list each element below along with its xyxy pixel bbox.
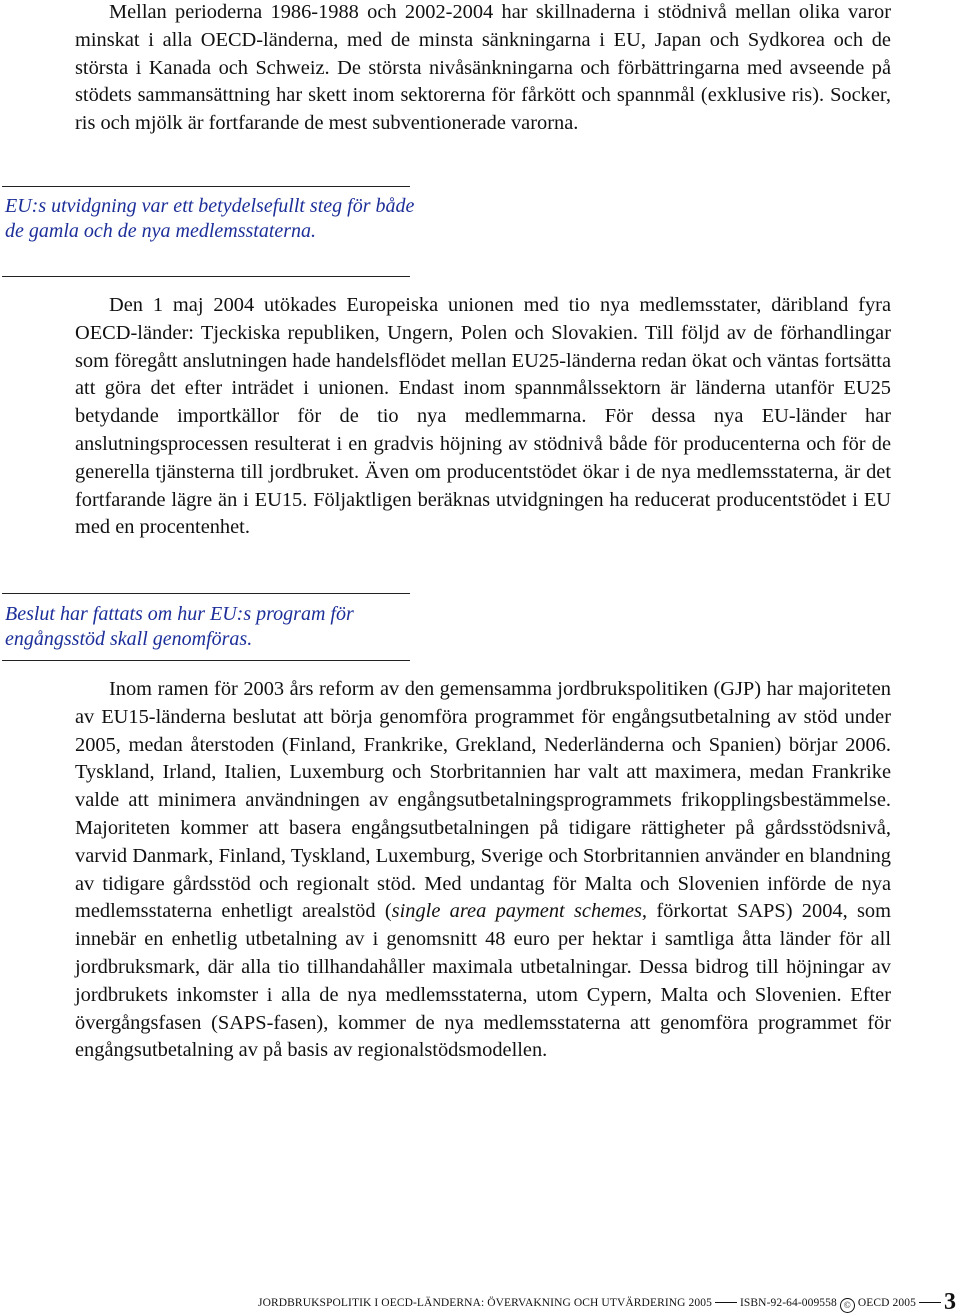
paragraph-gjp-italic: single area payment schemes,	[391, 900, 648, 923]
footer-isbn: ISBN-92-64-009558	[739, 1297, 837, 1309]
copyright-icon: ©	[840, 1298, 855, 1313]
page-number: 3	[944, 1289, 956, 1315]
paragraph-gjp-reform	[75, 676, 891, 1065]
callout-engangsstod: Beslut har fattats om hur EU:s program för engångsstöd skall genomföras.	[5, 603, 354, 650]
callout-rule-bottom	[2, 276, 410, 277]
footer-dash	[919, 1302, 941, 1303]
callout-eu-utvidgning: EU:s utvidgning var ett betydelsefullt steg för både de gamla och de nya medlemsstaterna.	[5, 195, 415, 242]
footer-title: JORDBRUKSPOLITIK I OECD-LÄNDERNA: ÖVERVAKNING OCH UTVÄRDERING 2005	[258, 1297, 712, 1309]
callout-rule-bottom	[2, 660, 410, 661]
callout-rule-top	[2, 186, 410, 187]
paragraph-stodniva	[75, 0, 891, 138]
paragraph-utvidgning	[75, 292, 891, 542]
footer-dash	[715, 1302, 737, 1303]
paragraph-gjp-text-b: förkortat SAPS) 2004, som innebär en enhetlig utbetalning av i genomsnitt 48 euro per hektar i samtliga åtta länder för all jordbruksmark, där alla tio tillhandahåller maximala utbetalningar. Dessa bidrog till höjningar av jordbrukets inkomster i alla de nya medlemsstaterna, utom Cypern, Malta och Slovenien. Efter övergångsfasen (SAPS-fasen), kommer de nya medlemsstaterna att genomföra programmet för engångsutbetalning av på basis av regionalstödsmodellen.	[75, 900, 891, 1062]
paragraph-stodniva-text: Mellan perioderna 1986-1988 och 2002-2004 har skillnaderna i stödnivå mellan olika varor minskat i alla OECD-länderna, med de minsta sänkningarna i EU, Japan och Sydkorea och de största i Kanada och Schweiz. De största nivåsänkningarna och förbättringarna med avseende på stödets sammansättning har skett inom sektorerna för fårkött och spannmål (exklusive ris). Socker, ris och mjölk är fortfarande de mest subventionerade varorna.	[75, 1, 891, 135]
paragraph-gjp-text-a: Inom ramen för 2003 års reform av den gemensamma jordbrukspolitiken (GJP) har majoriteten av EU15-länderna beslutat att börja genomföra programmet för engångsutbetalning av stöd under 2005, medan återstoden (Finland, Frankrike, Grekland, Nederländerna och Spanien) börjar 2006. Tyskland, Irland, Italien, Luxemburg och Storbritannien har valt att maximera, medan Frankrike valde att minimera användningen av engångsutbetalningsprogrammets frikopplingsbestämmelse. Majoriteten kommer att basera engångsutbetalningen på tidigare rättigheter på gårdsstödsnivå, varvid Danmark, Finland, Tyskland, Luxemburg, Sverige och Storbritannien använder en blandning av tidigare gårdsstöd och regionalt stöd. Med undantag för Malta och Slovenien införde de nya medlemsstaterna enhetligt arealstöd (	[75, 678, 891, 923]
callout-rule-top	[2, 593, 410, 594]
footer-publisher: OECD 2005	[857, 1297, 916, 1309]
paragraph-utvidgning-text: Den 1 maj 2004 utökades Europeiska unionen med tio nya medlemsstater, däribland fyra OECD-länder: Tjeckiska republiken, Ungern, Polen och Slovakien. Till följd av de förhandlingar som föregått anslutningen hade handelsflödet mellan EU25-länderna redan ökat och väntas fortsätta att göra det efter inträdet i unionen. Endast inom spannmålssektorn är länderna utanför EU25 betydande importkällor för de tio nya medlemmarna. För dessa nya EU-länder har anslutningsprocessen resulterat i en gradvis höjning av stödnivå både för producenterna och för de generella tjänsterna till jordbruket. Även om producentstödet ökar i de nya medlemsstaterna, är det fortfarande lägre än i EU15. Följaktligen beräknas utvidgningen ha reducerat producentstödet i EU med en procentenhet.	[75, 294, 891, 539]
page-footer	[258, 1296, 944, 1313]
